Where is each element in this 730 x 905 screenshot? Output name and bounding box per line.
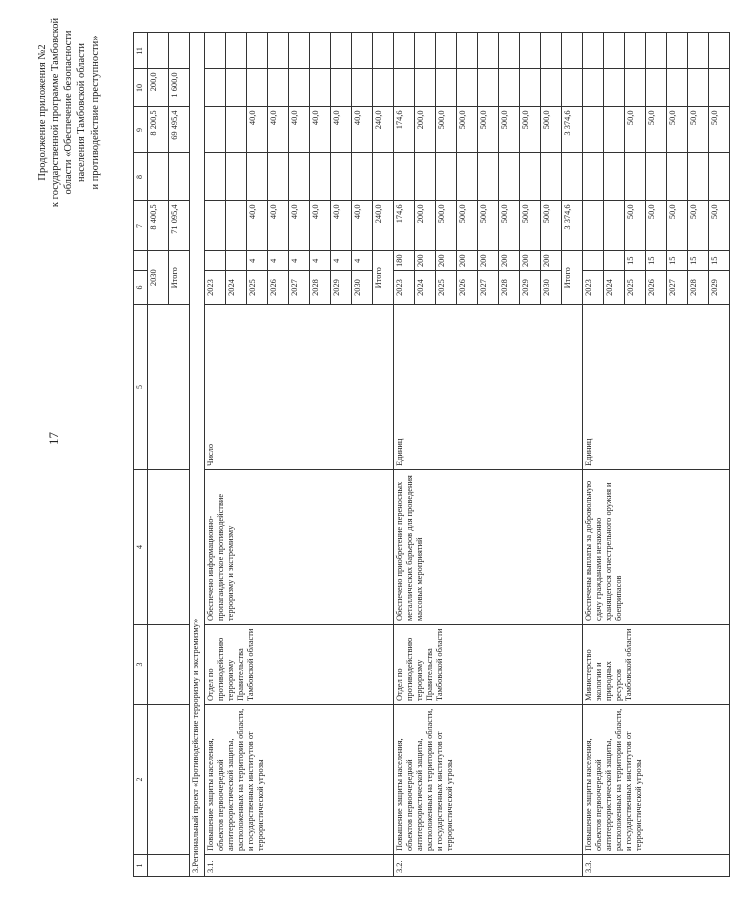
value-cell: 500,0 — [457, 201, 478, 251]
item-name: Повышение защиты населения, объектов первоочередной антитеррористической защиты, расположенных на территории области, и государственных институтов от террористической угрозы — [583, 705, 730, 855]
value-cell — [625, 153, 646, 201]
value-cell: 40,0 — [352, 201, 373, 251]
value-cell: 500,0 — [478, 201, 499, 251]
value-cell — [520, 69, 541, 107]
empty-cell — [148, 705, 190, 855]
executor: Отдел по противодействию терроризму Правительства Тамбовской области — [394, 625, 583, 705]
column-number-row — [134, 33, 148, 877]
value-cell — [604, 153, 625, 201]
value-cell — [667, 153, 688, 201]
value-cell: 50,0 — [709, 201, 730, 251]
value-cell — [247, 33, 268, 69]
year-cell: 2028 — [499, 271, 520, 305]
value-cell — [457, 69, 478, 107]
value-cell — [268, 33, 289, 69]
count-cell: 200 — [415, 251, 436, 271]
count-cell: 4 — [247, 251, 268, 271]
value-cell — [625, 69, 646, 107]
year-cell: 2030 — [148, 251, 169, 305]
count-cell: 15 — [667, 251, 688, 271]
item-number: 3.1. — [205, 855, 394, 877]
value-cell — [709, 69, 730, 107]
value-cell — [604, 201, 625, 251]
empty-cell — [148, 855, 190, 877]
value-cell: 500,0 — [436, 201, 457, 251]
count-cell — [205, 251, 226, 271]
year-cell: Итого — [373, 251, 394, 305]
value-cell: 500,0 — [478, 107, 499, 153]
value-cell — [562, 153, 583, 201]
value-cell — [604, 33, 625, 69]
value-cell — [478, 69, 499, 107]
year-cell: Итого — [562, 251, 583, 305]
column-number: 7 — [134, 201, 148, 251]
table-row — [205, 33, 226, 877]
count-cell: 4 — [289, 251, 310, 271]
item-name: Повышение защиты населения, объектов первоочередной антитеррористической защиты, расположенных на территории области, и государственных институтов от террористической угрозы — [394, 705, 583, 855]
year-cell: 2029 — [709, 271, 730, 305]
value-cell — [331, 33, 352, 69]
value-cell — [562, 33, 583, 69]
value-cell — [583, 69, 604, 107]
count-cell: 4 — [310, 251, 331, 271]
value-cell — [226, 33, 247, 69]
empty-cell — [148, 470, 190, 625]
empty-cell — [148, 305, 190, 470]
value-cell — [415, 153, 436, 201]
unit: Единиц — [583, 305, 730, 470]
value-cell — [667, 33, 688, 69]
value-cell: 40,0 — [331, 107, 352, 153]
value-cell: 40,0 — [268, 107, 289, 153]
section-title-row — [190, 33, 205, 877]
table-row — [394, 33, 415, 877]
unit: Единиц — [394, 305, 583, 470]
value-cell — [226, 107, 247, 153]
value-cell — [226, 153, 247, 201]
value-cell: 40,0 — [268, 201, 289, 251]
value-cell — [268, 69, 289, 107]
value-cell — [331, 153, 352, 201]
value-cell: 40,0 — [289, 201, 310, 251]
value-cell: 8 400,5 — [148, 201, 169, 251]
year-cell: 2030 — [352, 271, 373, 305]
value-cell — [583, 33, 604, 69]
value-cell — [667, 69, 688, 107]
year-cell: 2023 — [394, 271, 415, 305]
value-cell — [205, 33, 226, 69]
value-cell — [394, 69, 415, 107]
value-cell — [247, 69, 268, 107]
count-cell: 200 — [478, 251, 499, 271]
value-cell — [352, 69, 373, 107]
value-cell: 50,0 — [625, 201, 646, 251]
year-cell: 2027 — [478, 271, 499, 305]
value-cell — [499, 153, 520, 201]
count-cell — [604, 251, 625, 271]
appendix-header — [36, 10, 102, 215]
item-number: 3.3. — [583, 855, 730, 877]
count-cell: 4 — [352, 251, 373, 271]
year-cell: 2023 — [583, 271, 604, 305]
executor: Отдел по противодействию терроризму Правительства Тамбовской области — [205, 625, 394, 705]
value-cell: 174,6 — [394, 107, 415, 153]
page-number: 17 — [46, 432, 61, 445]
item-name: Повышение защиты населения, объектов первоочередной антитеррористической защиты, расположенных на территории области, и государственных институтов от террористической угрозы — [205, 705, 394, 855]
year-cell: 2026 — [268, 271, 289, 305]
count-cell: 4 — [331, 251, 352, 271]
value-cell — [289, 153, 310, 201]
empty-cell — [148, 625, 190, 705]
value-cell — [541, 69, 562, 107]
value-cell — [520, 153, 541, 201]
value-cell: 3 374,6 — [562, 107, 583, 153]
value-cell — [541, 33, 562, 69]
value-cell: 200,0 — [415, 201, 436, 251]
header-line: Продолжение приложения №2 — [37, 44, 48, 181]
year-cell: 2026 — [646, 271, 667, 305]
value-cell — [331, 69, 352, 107]
year-cell: 2025 — [247, 271, 268, 305]
table-row — [583, 33, 604, 877]
value-cell — [436, 69, 457, 107]
value-cell: 200,0 — [148, 69, 169, 107]
section-title: 3.Региональный проект «Противодействие терроризму и экстремизму» — [190, 33, 205, 877]
value-cell: 500,0 — [520, 201, 541, 251]
value-cell: 40,0 — [247, 107, 268, 153]
value-cell — [205, 153, 226, 201]
value-cell — [148, 33, 169, 69]
value-cell — [268, 153, 289, 201]
table-row — [148, 33, 169, 877]
value-cell — [310, 33, 331, 69]
indicator: Обеспечено информационно-пропагандистское противодействие терроризму и экстремизму — [205, 470, 394, 625]
count-cell: 200 — [499, 251, 520, 271]
year-cell: 2029 — [520, 271, 541, 305]
value-cell — [583, 153, 604, 201]
count-cell: 15 — [688, 251, 709, 271]
value-cell — [394, 33, 415, 69]
value-cell — [436, 153, 457, 201]
value-cell — [352, 33, 373, 69]
value-cell — [604, 69, 625, 107]
value-cell: 500,0 — [436, 107, 457, 153]
column-number: 8 — [134, 153, 148, 201]
count-cell — [583, 251, 604, 271]
value-cell — [625, 33, 646, 69]
value-cell: 1 600,0 — [169, 69, 190, 107]
value-cell: 50,0 — [646, 201, 667, 251]
header-line: населения Тамбовской области — [76, 42, 88, 183]
value-cell: 50,0 — [688, 107, 709, 153]
column-number: 3 — [134, 625, 148, 705]
value-cell — [646, 69, 667, 107]
value-cell — [415, 69, 436, 107]
value-cell: 500,0 — [520, 107, 541, 153]
year-cell: 2024 — [226, 271, 247, 305]
value-cell — [169, 153, 190, 201]
count-cell: 200 — [541, 251, 562, 271]
header-line: области «Обеспечение безопасности — [63, 30, 75, 195]
count-cell: 15 — [625, 251, 646, 271]
year-cell: 2024 — [604, 271, 625, 305]
value-cell — [478, 153, 499, 201]
value-cell — [541, 153, 562, 201]
year-cell: 2027 — [667, 271, 688, 305]
value-cell: 40,0 — [331, 201, 352, 251]
indicator: Обеспечены выплаты за добровольную сдачу гражданами незаконно хранящегося огнестрельного оружия и боеприпасов — [583, 470, 730, 625]
value-cell — [352, 153, 373, 201]
value-cell — [709, 153, 730, 201]
column-number: 5 — [134, 305, 148, 470]
count-cell: 200 — [520, 251, 541, 271]
value-cell: 240,0 — [373, 201, 394, 251]
header-line: к государственной программе Тамбовской — [50, 17, 62, 208]
value-cell: 500,0 — [499, 107, 520, 153]
year-cell: 2026 — [457, 271, 478, 305]
value-cell: 8 200,5 — [148, 107, 169, 153]
value-cell: 174,6 — [394, 201, 415, 251]
value-cell — [436, 33, 457, 69]
value-cell — [289, 33, 310, 69]
count-cell: 180 — [394, 251, 415, 271]
value-cell — [373, 153, 394, 201]
count-cell: 15 — [646, 251, 667, 271]
year-cell: Итого — [169, 251, 190, 305]
value-cell — [205, 107, 226, 153]
value-cell — [205, 201, 226, 251]
value-cell — [562, 69, 583, 107]
program-table — [133, 32, 730, 877]
value-cell: 500,0 — [541, 201, 562, 251]
value-cell — [205, 69, 226, 107]
value-cell: 50,0 — [709, 107, 730, 153]
value-cell: 500,0 — [499, 201, 520, 251]
value-cell: 69 495,4 — [169, 107, 190, 153]
column-number: 6 — [134, 271, 148, 305]
count-cell: 200 — [436, 251, 457, 271]
value-cell — [709, 33, 730, 69]
value-cell — [604, 107, 625, 153]
value-cell — [226, 201, 247, 251]
column-number — [134, 251, 148, 271]
column-number: 9 — [134, 107, 148, 153]
year-cell: 2030 — [541, 271, 562, 305]
value-cell — [457, 33, 478, 69]
value-cell: 40,0 — [310, 201, 331, 251]
value-cell — [688, 69, 709, 107]
value-cell: 240,0 — [373, 107, 394, 153]
indicator: Обеспечено приобретение переносных металлических барьеров для проведения массовых мероприятий — [394, 470, 583, 625]
value-cell — [688, 33, 709, 69]
value-cell — [520, 33, 541, 69]
value-cell — [415, 33, 436, 69]
column-number: 10 — [134, 69, 148, 107]
value-cell: 50,0 — [688, 201, 709, 251]
year-cell: 2028 — [310, 271, 331, 305]
count-cell: 15 — [709, 251, 730, 271]
value-cell — [310, 69, 331, 107]
year-cell: 2023 — [205, 271, 226, 305]
value-cell: 40,0 — [310, 107, 331, 153]
column-number: 11 — [134, 33, 148, 69]
value-cell: 50,0 — [646, 107, 667, 153]
value-cell: 3 374,6 — [562, 201, 583, 251]
value-cell — [373, 33, 394, 69]
count-cell — [226, 251, 247, 271]
value-cell — [289, 69, 310, 107]
value-cell: 40,0 — [289, 107, 310, 153]
value-cell — [646, 153, 667, 201]
value-cell: 200,0 — [415, 107, 436, 153]
value-cell — [688, 153, 709, 201]
value-cell — [478, 33, 499, 69]
value-cell — [646, 33, 667, 69]
value-cell: 50,0 — [625, 107, 646, 153]
item-number: 3.2. — [394, 855, 583, 877]
value-cell: 50,0 — [667, 107, 688, 153]
value-cell — [226, 69, 247, 107]
value-cell: 50,0 — [667, 201, 688, 251]
value-cell — [310, 153, 331, 201]
value-cell: 500,0 — [541, 107, 562, 153]
value-cell: 71 095,4 — [169, 201, 190, 251]
header-line: и противодействие преступности» — [89, 35, 101, 190]
value-cell — [499, 33, 520, 69]
value-cell — [247, 153, 268, 201]
value-cell — [457, 153, 478, 201]
value-cell — [583, 201, 604, 251]
year-cell: 2029 — [331, 271, 352, 305]
executor: Министерство экологии и природных ресурсов Тамбовской области — [583, 625, 730, 705]
value-cell: 40,0 — [247, 201, 268, 251]
year-cell: 2025 — [625, 271, 646, 305]
value-cell — [169, 33, 190, 69]
value-cell: 40,0 — [352, 107, 373, 153]
value-cell — [148, 153, 169, 201]
value-cell — [373, 69, 394, 107]
column-number: 2 — [134, 705, 148, 855]
year-cell: 2025 — [436, 271, 457, 305]
unit: Число — [205, 305, 394, 470]
column-number: 1 — [134, 855, 148, 877]
value-cell — [583, 107, 604, 153]
year-cell: 2028 — [688, 271, 709, 305]
column-number: 4 — [134, 470, 148, 625]
count-cell: 200 — [457, 251, 478, 271]
count-cell: 4 — [268, 251, 289, 271]
value-cell — [394, 153, 415, 201]
year-cell: 2024 — [415, 271, 436, 305]
value-cell: 500,0 — [457, 107, 478, 153]
year-cell: 2027 — [289, 271, 310, 305]
value-cell — [499, 69, 520, 107]
